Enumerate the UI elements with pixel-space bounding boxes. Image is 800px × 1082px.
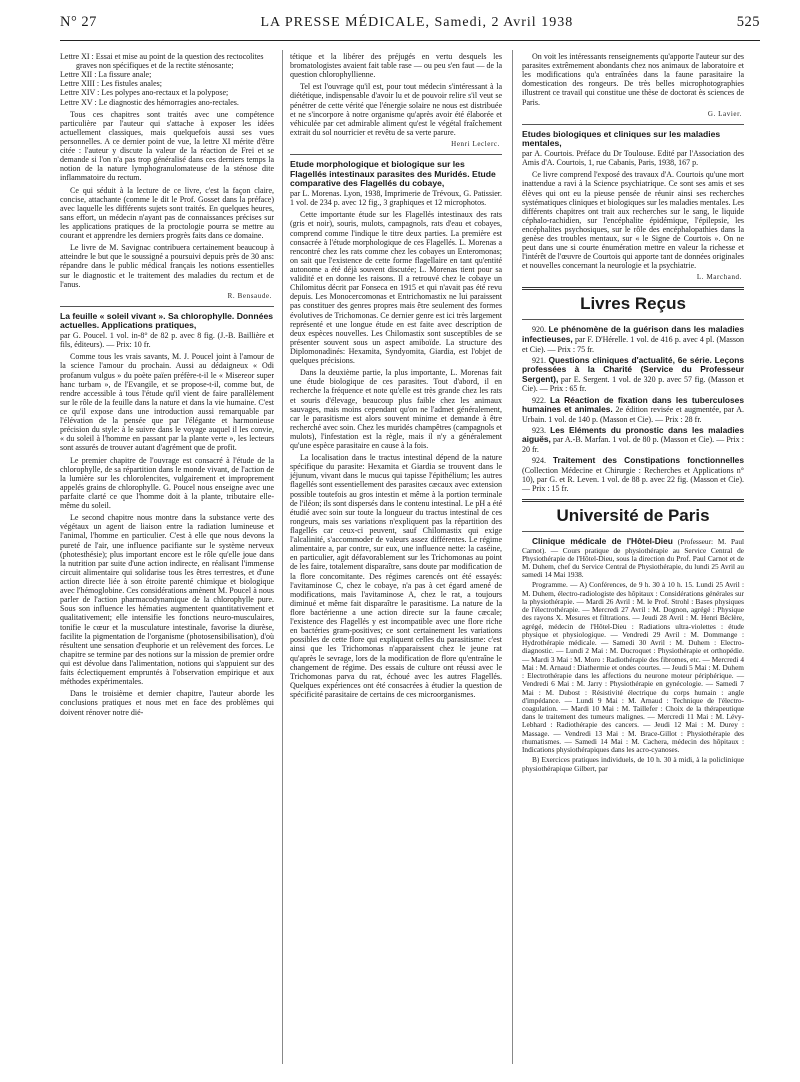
signature: L. Marchand. xyxy=(696,273,742,282)
paragraph: Comme tous les vrais savants, M. J. Poucel joint à l'amour de la science l'amour du prochain. Aussi au dédaigneux « Odi profanum vulgus » du poète païen préfère-t-il le « Misereor super hanc turbam », de l'Evangile, et se propose-t-il, comme but, de rendre accessible à tous l'étude qu'il vient de faire parallèlement sur le rôle de la feuille dans la nature et dans la vie humaine. C'est ce qu'il expose dans une introduction aussi remarquable par l'élévation de la pensée que par l'élégante et harmonieuse précision du style: à le suivre dans le voyage auquel il les convie, « du soleil à l'homme en passant par la plante verte », les lecteurs sont assurés de trouver autant d'agrément que de profit. xyxy=(60,352,274,453)
paragraph: Le livre de M. Savignac contribuera certainement beaucoup à atteindre le but que le soussigné a poursuivi depuis près de 30 ans: répandre dans le public médical français les notions essentielles sur le diagnostic et le traitement des maladies du rectum et de l'anus. xyxy=(60,243,274,289)
column-1 xyxy=(60,52,274,720)
divider xyxy=(522,531,744,532)
review-reference: par G. Poucel. 1 vol. in-8° de 82 p. avec 8 fig. (J.-B. Baillière et fils, éditeurs). — Prix: 10 fr. xyxy=(60,331,274,350)
publication-title: LA PRESSE MÉDICALE, Samedi, 2 Avril 1938 xyxy=(260,15,574,30)
paragraph: Ce livre comprend l'exposé des travaux d'A. Courtois qu'une mort inattendue a ravi à la Science psychiatrique. Ce sont ses amis et ses élèves qui ont eu la pieuse pensée de réunir ainsi ses recherches systématiques cliniques et biologiques sur les maladies mentales. Les différents chapitres ont trait aux recherches sur le sang, le liquide céphalo-rachidien, sur l'encéphalite épidémique, l'épilepsie, les encéphalites psychosiques, sur le rôle des encéphalopathies dans la genèse des troubles mentaux, sur « le Signe de Courtois ». On ne peut dans une si courte énumération mettre en valeur la richesse et l'intérêt de l'œuvre de Courtois qui apporte tant de données originales et nouvelles concernant la neurologie et la psychiatrie. xyxy=(522,170,744,271)
issue-number: N° 27 xyxy=(60,14,97,30)
review-reference: par A. Courtois. Préface du Dr Toulouse. Edité par l'Association des Amis d'A. Courtois, 1, rue Cabanis, Paris, 1938, 167 p. xyxy=(522,149,744,168)
review-reference: par L. Morenas. Lyon, 1938, Imprimerie de Trévoux, G. Patissier. 1 vol. de 234 p. avec 12 fig., 3 graphiques et 12 microphotos. xyxy=(290,189,502,208)
column-3 xyxy=(522,52,744,775)
paragraph: Ce qui séduit à la lecture de ce livre, c'est la façon claire, concise, attachante (comme le dit le Prof. Gosset dans la préface) avec laquelle les différents sujets sont traités. En quelques heures, sans effort, un médecin n'ayant pas de connaissances précises sur les applications pratiques de la proctologie pourra se mettre au courant et apprendre les derniers progrès faits dans ce domaine. xyxy=(60,185,274,241)
paragraph: Dans la deuxième partie, la plus importante, L. Morenas fait une étude biologique de ces parasites. Tout d'abord, il en recherche la fréquence et note qu'elle est très grande chez les rats et souris d'élevage, beaucoup plus faible chez les animaux sauvages, mais moins cependant qu'on ne l'admet généralement, car le parasitisme est alors souvent minime et demande à être recherché avec soin. Chez les muridés champêtres (campagnols et mulots), l'infestation est la règle, mais il n'y a généralement qu'une espèce parasitaire en cause à la fois. xyxy=(290,368,502,451)
paragraph: La localisation dans le tractus intestinal dépend de la nature spécifique du parasite: Hexamita et Giardia se trouvent dans le jéjunum, vivant dans le mucus qui tapisse l'épithélium; les autres flagellés sont essentiellement des parasites cæcaux avec extension possible toutefois au gros intestin et même à la portion terminale de l'iléon; ils sont dispersés dans le contenu intestinal. Le pH a été étudié avec soin sur toute la longueur du tractus intestinal de ces rongeurs, mais ses variations n'expliquent pas la répartition des flagellés car ceux-ci peuvent, sauf Chilomastix qui exige l'alcalinité, s'accommoder de valeurs assez différentes. Le régime alimentaire a, par contre, sur eux, une influence nette: la caséine, en particulier, agit défavorablement sur les Trichomonas au point de les faire, totalement disparaître, sans doute par modification de la flore concomitante. Des régimes carencés ont été essayés: l'avitaminose C, chez le cobaye, n'a pas à cet égard amené de modifications, mais l'avitaminose A, chez le rat, a toujours diminué et même fait disparaître le parasitisme. La nature de la flore bactérienne a une action directe sur la faune cæcale; l'existence des Flagellés y est incompatible avec une flore riche en bactéries gram-positives; ce sont certainement les variations possibles de cette flore qui expliquent celles du parasitisme: c'est ainsi que les Trichomonas n'apparaissent chez le jeune rat qu'après le sevrage, lors de la modification de flore qu'entraîne le changement de régime. Des essais de culture ont réussi avec le Trichomonas parva du rat, échoué avec les autres Flagellés. Quelques expériences ont été consacrées à étudier la question de spécificité parasitaire de certains de ces microorganismes. xyxy=(290,453,502,699)
clinique-title: Clinique médicale de l'Hôtel-Dieu xyxy=(532,536,673,547)
programme: Programme. — A) Conférences, de 9 h. 30 à 10 h. 15. Lundi 25 Avril : M. Duhem, électro-radiologiste des hôpitaux : Considérations générales sur la physiothérapie. — Mardi 26 Avril : M. le Prof. Strohl : Bases physiques de l'électrothérapie. — Mercredi 27 Avril : M. Dognon, agrégé : Physique des rayons X. Mesures et filtrations. — Jeudi 28 Avril : M. Henri Béclère, agrégé, médecin de l'Hôtel-Dieu : Radiations ultra-violettes : étude physique et physiologique. — Vendredi 29 Avril : M. Dommange : Hydrothérapie médicale. — Samedi 30 Avril : M. Duhem : Electro-diagnostic. — Lundi 2 Mai : M. Ducroquet : Physiothérapie et orthopédie. — Mardi 3 Mai : M. Moro : Radiothérapie des fibromes, etc. — Mercredi 4 Mai : M. Arnaud : Diathermie et ondes courtes. — Jeudi 5 Mai : M. Duhem : Electrothérapie dans les affections du neurone moteur périphérique. — Vendredi 6 Mai : M. Jarry : Physiothérapie en gynécologie. — Samedi 7 Mai : M. Dubost : Résistivité électrique du corps humain : angle d'impédance. — Lundi 9 Mai : M. Arnaud : Technique de l'électro-coagulation. — Mardi 10 Mai : M. Taillefer : Choix de la thérapeutique dans le traitement des tumeurs malignes. — Mercredi 11 Mai : M. Lévy-Lebhard : Radiothérapie des cancers. — Jeudi 12 Mai : M. Durey : Massage. — Vendredi 13 Mai : M. Brace-Gillot : Physiothérapie des rhumatismes. — Samedi 14 Mai : M. Cachera, médecin des hôpitaux : Indications physiothérapiques dans les acro-cyanoses. xyxy=(522,580,744,755)
paragraph: Le second chapitre nous montre dans la substance verte des végétaux un agent de liaison entre la radiation lumineuse et l'animal, l'homme en particulier. C'est à elle que nous devons la pureté de l'air, une influence pacifiante sur le système nerveux (photesthésie); plus important encore est le rôle qu'elle joue dans la nutrition par suite d'une action indirecte, en réalisant l'immense circuit alimentaire qui solidarise tous les êtres terrestres, et d'une action directe liée à son étroite parenté chimique et biologique avec l'hémoglobine. Ces considérations amènent M. Poucel à nous parler de l'action pharmacodynamique de la chlorophylle pure. Sous son influence les hématies augmentent quantitativement et qualitativement; elle intensifie les fonctions neuro-musculaires, tonifie le cœur et la musculature intestinale, favorise la diurèse, facilite la pigmentation de l'organisme (photosensibilisation), d'où résultent une sensation d'euphorie et un relèvement des forces. Le chapitre se termine par des notions sur la mission de premier ordre qui est dévolue dans l'alimentation, notions qui s'appuient sur des faits éclectiquement empruntés à l'observation empirique et aux méthodes expérimentales. xyxy=(60,513,274,687)
section-divider xyxy=(522,499,744,502)
divider xyxy=(522,124,744,125)
universite-heading: Université de Paris xyxy=(556,506,710,526)
divider xyxy=(522,319,744,320)
paragraph: Tel est l'ouvrage qu'il est, pour tout médecin s'intéressant à la diététique, indispensable d'avoir lu et de pouvoir relire s'il veut se pénétrer de cette vérité que l'énergie solaire ne nous est distribuée et ne s'incorpore à notre organisme qu'après avoir été élaborée et véhiculée par cet admirable aliment qu'est le végétal fraîchement extrait du sol nourricier et revêtu de sa verte parure. xyxy=(290,82,502,137)
signature: R. Bensaude. xyxy=(227,291,272,300)
letter-item: Lettre XII : La fissure anale; xyxy=(60,70,152,80)
letter-item: Lettre XIII : Les fistules anales; xyxy=(60,79,162,89)
column-divider xyxy=(282,50,283,1064)
clinique-intro: Clinique médicale de l'Hôtel-Dieu (Professeur: M. Paul Carnot). — Cours pratique de physiothérapie au Service Central de Physiothérapie de l'Hôtel-Dieu, sous la direction du Prof. Paul Carnot et de M. Duhem, chef du Service Central de Physiothérapie, du lundi 25 Avril au samedi 14 Mai 1938. xyxy=(522,536,744,580)
letter-item: Lettre XIV : Les polypes ano-rectaux et la polypose; xyxy=(60,88,229,98)
letter-item: Lettre XI : Essai et mise au point de la question des rectocolites graves non spécifiques et de la rectite sténosante; xyxy=(60,52,264,71)
livres-recus-heading: Livres Reçus xyxy=(580,294,686,314)
paragraph: Tous ces chapitres sont traités avec une compétence particulière par l'auteur qui s'attache à exposer les idées actuellement classiques, mais quelquefois aussi ses vues personnelles. A ce dernier point de vue, la lettre XI mérite d'être citée : l'auteur y discute la valeur de la réaction de Frei et se demande si l'on n'a pas trop généralisé dans ces derniers temps la notion de la nature lymphogranulomateuse de la sténose dite inflammatoire du rectum. xyxy=(60,109,274,183)
letter-item: Lettre XV : Le diagnostic des hémorragies ano-rectales. xyxy=(60,97,239,107)
section-divider xyxy=(522,287,744,290)
divider xyxy=(290,154,502,155)
paragraph: On voit les intéressants renseignements qu'apporte l'auteur sur des parasites extrêmement abondants chez nos animaux de laboratoire et les modifications qu'a entraînées dans la faune parasitaire la domestication des rongeurs. De très belles microphotographies illustrent ce travail qui constitue une thèse de doctorat ès sciences de Paris. xyxy=(522,52,744,107)
exercices: B) Exercices pratiques individuels, de 10 h. 30 à midi, à la policlinique physiothérapique Gilbert, par xyxy=(522,755,744,773)
page-header xyxy=(60,14,760,41)
paragraph: Le premier chapitre de l'ouvrage est consacré à l'étude de la chlorophylle, de sa répartition dans le monde vivant, de l'action de la lumière sur les chlorolencites, vulgairement et improprement appelés grains de chlorophylle. G. Poucel nous enseigne avec une parfaite clarté ce que l'homme doit à la plante, tributaire elle-même du soleil. xyxy=(60,455,274,511)
book-entry: 921. Questions cliniques d'actualité, 6e série. Leçons professées à la Charité (Service du Professeur Sergent), par E. Sergent. 1 vol. de 320 p. avec 57 fig. (Masson et Cie). — Prix : 65 fr. xyxy=(522,354,744,394)
book-entry: 920. Le phénomène de la guérison dans les maladies infectieuses, par F. D'Hérelle. 1 vol. de 416 p. avec 4 pl. (Masson et Cie). — Prix : 75 fr. xyxy=(522,324,745,354)
signature: Henri Leclerc. xyxy=(451,139,500,148)
signature: G. Lavier. xyxy=(707,109,742,118)
column-divider xyxy=(512,50,513,1064)
book-entry: 923. Les Eléments du pronostic dans les maladies aiguës, par A.-B. Marfan. 1 vol. de 80 p. (Masson et Cie). — Prix : 20 fr. xyxy=(522,424,745,455)
review-title: Etudes biologiques et cliniques sur les maladies mentales, xyxy=(522,128,721,149)
review-title: La feuille « soleil vivant ». Sa chlorophylle. Données actuelles. Applications pratiques, xyxy=(60,310,274,331)
paragraph: Dans le troisième et dernier chapitre, l'auteur aborde les conclusions pratiques et nous met en face des problèmes qui doivent rénover notre dié- xyxy=(60,689,274,717)
book-entry: 924. Traitement des Constipations fonctionnelles (Collection Médecine et Chirurgie : Recherches et Applications n° 10), par G. et R. Leven. 1 vol. de 88 p. avec 22 fig. (Masson et Cie). — Prix : 15 fr. xyxy=(522,455,744,493)
divider xyxy=(60,306,274,307)
paragraph: tétique et la libérer des préjugés en vertu desquels les bromatologistes avaient fait table rase — ou peu s'en faut — de la question chlorophyllienne. xyxy=(290,52,502,80)
column-2 xyxy=(290,52,502,702)
paragraph: Cette importante étude sur les Flagellés intestinaux des rats (gris et noir), souris, mulots, campagnols, rats d'eau et cobayes, comprend comme l'indique le titre deux parties. La première est consacrée à l'étude morphologique de ces Flagellés. L. Morenas a rencontré chez les rats comme chez les cobayes un Enteromonas; on sait que l'existence de cette forme flagellaire en tant qu'entité autonome a été déjà souvent discutée; L. Morenas tient pour sa validité et en donne les raisons. Il a retrouvé chez le cobaye un Chilomitus décrit par Fonseca en 1915 et qui n'avait pas été revu depuis. Les Monocercomonas et Entrichomastix ne lui paraissent pas constituer des genres propres mais être seulement des formes évolutives de Trichomonas. Ce dernier genre est ici très largement représenté et une longue étude en est faite avec description de deux espèces nouvelles. Les Chilomastix sont susceptibles de se présenter souvent sous un aspect amiboïde. La structure des Diplomonadinés: Hexamita, Syndyomita, Giardia, est l'objet de quelques précisions. xyxy=(290,210,502,366)
page-number: 525 xyxy=(736,14,760,30)
review-title: Etude morphologique et biologique sur les Flagellés intestinaux parasites des Muridés. Etude comparative des Flagellés du cobaye, xyxy=(290,158,496,189)
book-entry: 922. La Réaction de fixation dans les tuberculoses humaines et animales. 2e édition revisée et augmentée, par A. Urbain. 1 vol. de 140 p. (Masson et Cie). — Prix : 28 fr. xyxy=(522,394,745,424)
